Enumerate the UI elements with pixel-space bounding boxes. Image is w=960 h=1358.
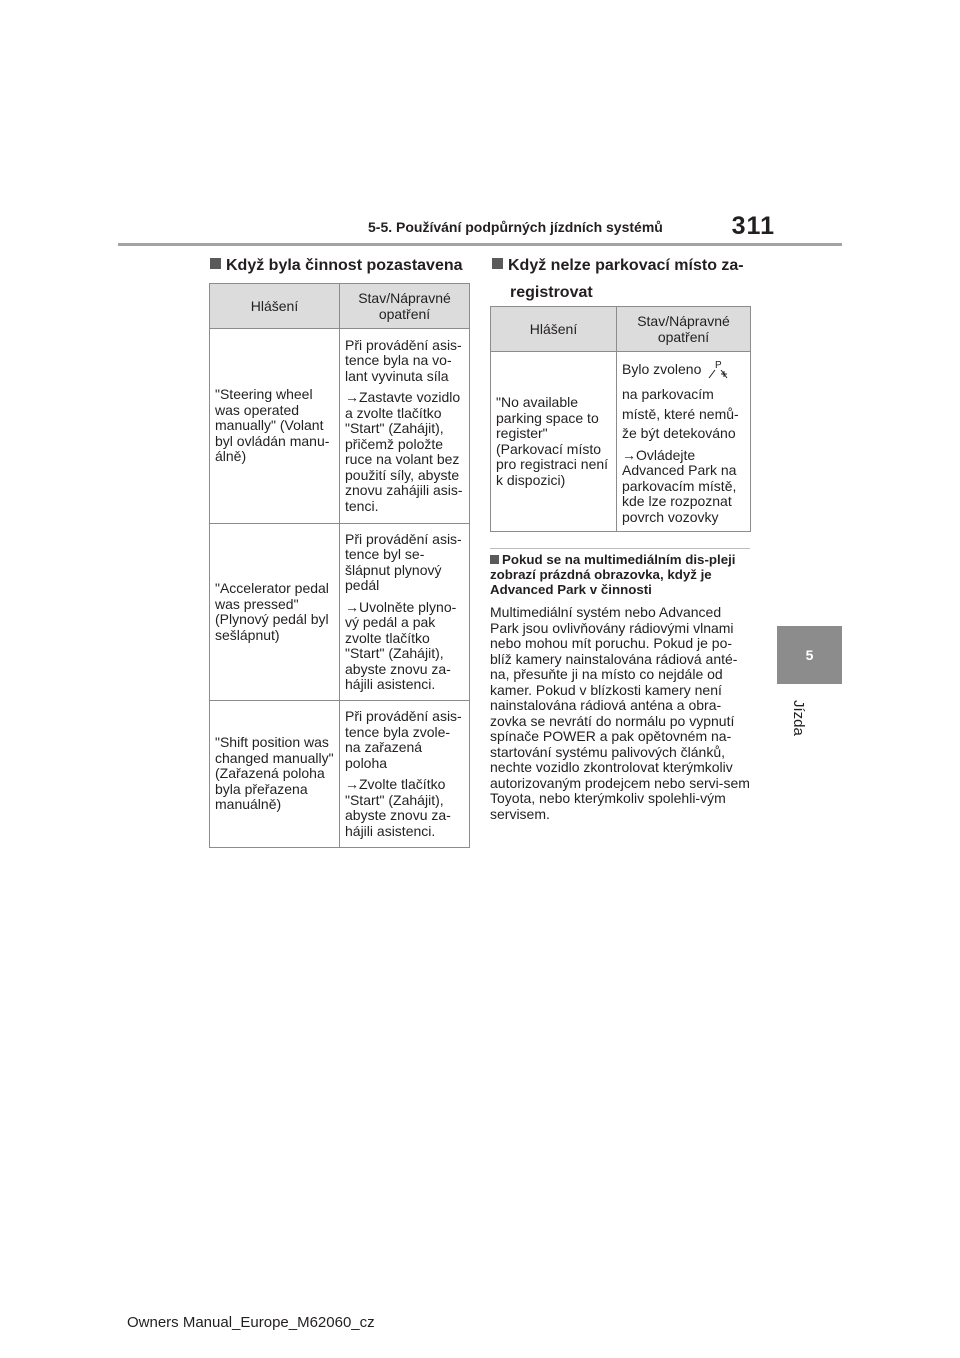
- subheading: [490, 552, 752, 597]
- subheading-bullet-icon: [490, 555, 499, 564]
- state-line: že být detekováno: [622, 425, 736, 442]
- section-bullet-icon: [210, 258, 221, 269]
- table-row: [210, 524, 470, 701]
- column-header-message: Hlášení: [210, 284, 340, 329]
- table-row: [210, 329, 470, 524]
- state-line: na parkovacím: [622, 386, 714, 403]
- action-text: →Uvolněte plyno-vý pedál a pak zvolte tlačítko "Start" (Zahájit), abyste znovu za-hájili asistenci.: [345, 598, 457, 692]
- svg-text:P: P: [715, 359, 723, 371]
- body-paragraph: Multimediální systém nebo Advanced Park jsou ovlivňovány rádiovými vlnami nebo mohou mít poruchu. Pokud je po-blíž kamery nainstalována rádiová anté-na, přesuňte ji na místo co nejdále od kamer. Pokud v blízkosti kamery není nainstalována rádiová anténa a obra-zovka se nevrátí do normálu po vypnutí spínače POWER a pak opětovném na-startování systému palivových článků, nechte vozidlo zkontrolovat kterýmkoliv autorizovaným prodejcem nebo servi-sem Toyota, nebo kterýmkoliv spolehli-vým servisem.: [490, 604, 750, 822]
- table-row: [210, 701, 470, 848]
- column-header-state: Stav/Nápravné opatření: [617, 307, 751, 352]
- state-cell: [617, 352, 751, 532]
- right-section-heading: [492, 252, 754, 306]
- state-cell: [340, 701, 470, 848]
- action-text: →Zastavte vozidlo a zvolte tlačítko "Start" (Zahájit), přičemž položte ruce na volant bez použití síly, abyste znovu zahájili asis-tenci.: [345, 389, 463, 514]
- column-header-message: Hlášení: [491, 307, 617, 352]
- state-text: Při provádění asis-tence byl se-šlápnut plynový pedál: [345, 530, 462, 593]
- message-cell: "Steering wheel was operated manually" (Volant byl ovládán manu-álně): [210, 329, 340, 524]
- action-text: →Ovládejte Advanced Park na parkovacím místě, kde lze rozpoznat povrch vozovky: [622, 446, 737, 525]
- state-text: Při provádění asis-tence byla na vo-lant vyvinuta síla: [345, 336, 462, 384]
- state-cell: [340, 329, 470, 524]
- register-failure-table: [490, 306, 751, 532]
- left-section-heading-text: Když byla činnost pozastavena: [226, 257, 463, 274]
- message-cell: "No available parking space to register" (Parkovací místo pro registraci není k dispozici): [491, 352, 617, 532]
- state-text: Při provádění asis-tence byla zvole-na zařazená poloha: [345, 708, 462, 771]
- chapter-label: Jízda: [790, 700, 807, 736]
- state-prefix-text: Bylo zvoleno: [622, 360, 702, 377]
- column-header-state: Stav/Nápravné opatření: [340, 284, 470, 329]
- chapter-tab: 5: [777, 626, 842, 684]
- page-header-title: 5-5. Používání podpůrných jízdních systémů: [368, 219, 663, 235]
- action-text: →Zvolte tlačítko "Start" (Zahájit), abyste znovu za-hájili asistenci.: [345, 776, 451, 839]
- page-number: 311: [731, 212, 775, 240]
- subheading-text: Pokud se na multimediálním dis-pleji zobrazí prázdná obrazovka, když je Advanced Park v činnosti: [490, 552, 736, 597]
- right-section-heading-line2: registrovat: [510, 284, 593, 301]
- paused-operation-table: [209, 283, 470, 848]
- header-divider: [118, 243, 842, 246]
- section-divider: [490, 548, 750, 549]
- advanced-park-icon: [707, 358, 729, 384]
- state-cell: [340, 524, 470, 701]
- right-section-heading-line1: Když nelze parkovací místo za-: [508, 257, 744, 274]
- message-cell: "Accelerator pedal was pressed" (Plynový pedál byl sešlápnut): [210, 524, 340, 701]
- table-header-row: [491, 307, 751, 352]
- state-line: místě, které nemů-: [622, 405, 739, 422]
- section-bullet-icon: [492, 258, 503, 269]
- table-row: [491, 352, 751, 532]
- table-header-row: [210, 284, 470, 329]
- message-cell: "Shift position was changed manually" (Zařazená poloha byla přeřazena manuálně): [210, 701, 340, 848]
- footer-text: Owners Manual_Europe_M62060_cz: [127, 1314, 375, 1331]
- left-section-heading: [210, 252, 480, 279]
